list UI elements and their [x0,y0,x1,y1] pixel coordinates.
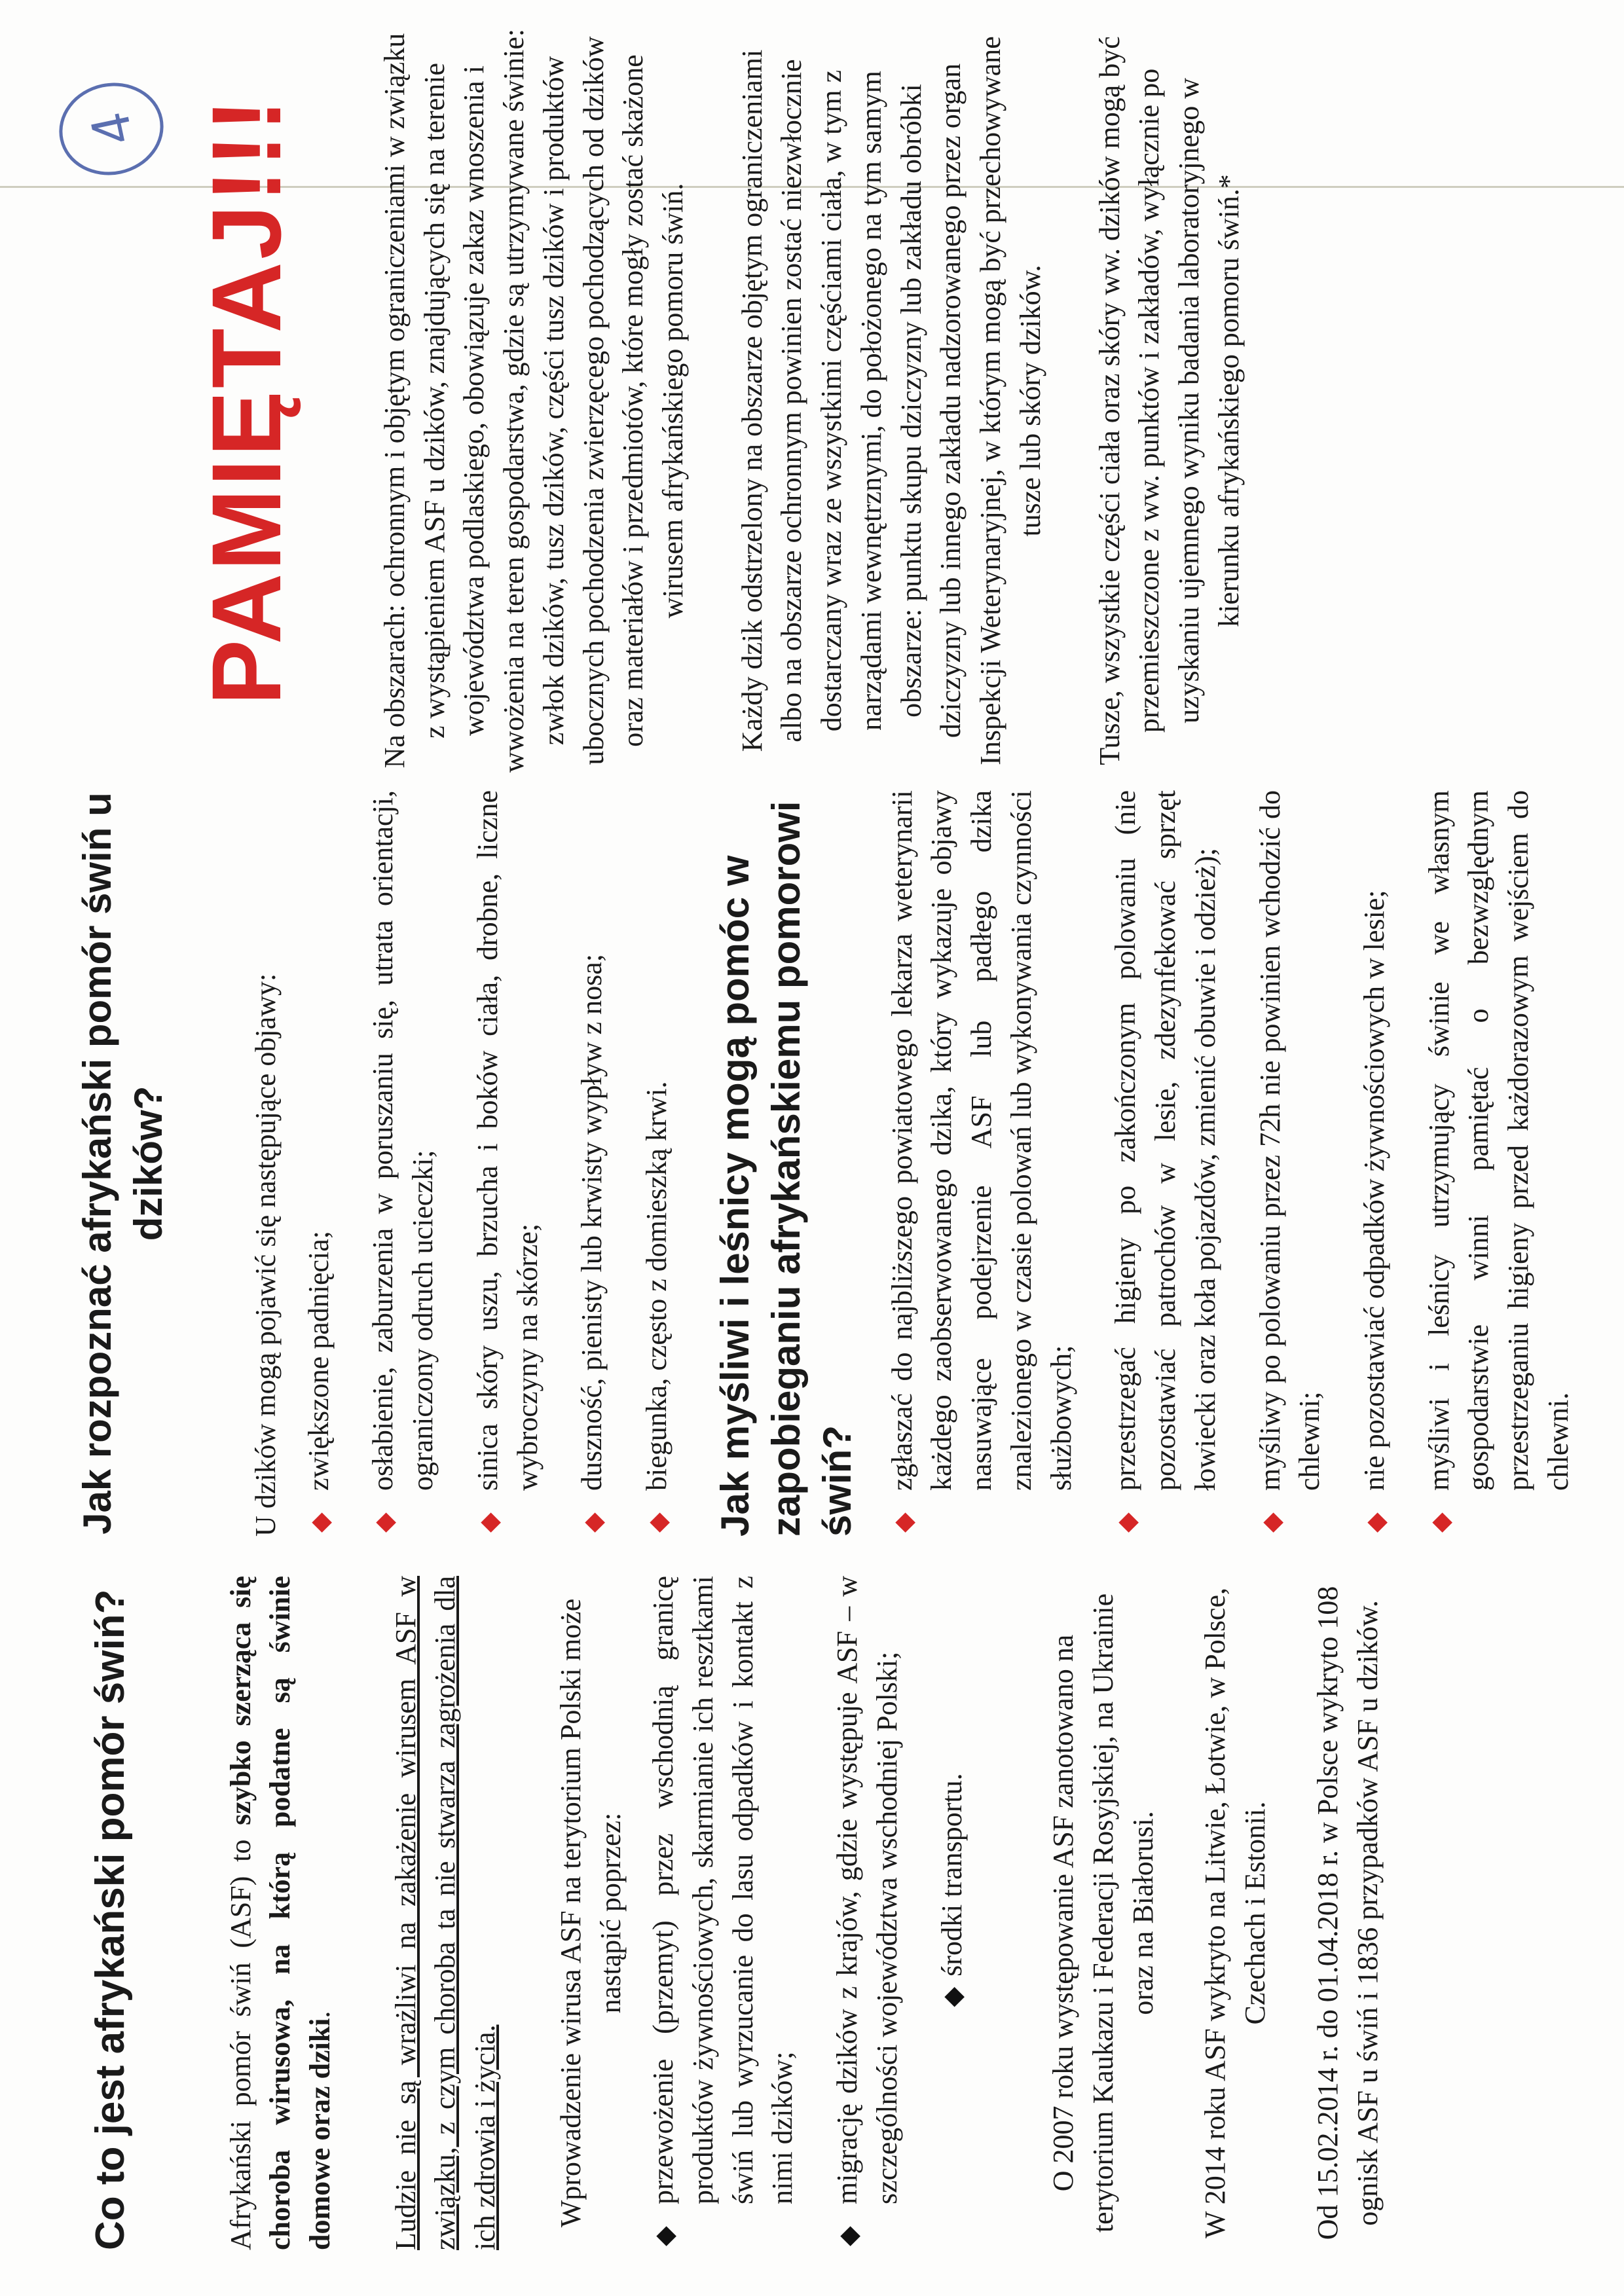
middle-title: Jak rozpoznać afrykański pomór świń u dzików? [75,792,170,1535]
advice-list [883,790,1579,1537]
diamond-icon: ◆ [473,1512,504,1533]
list-item-text: myśliwi i leśnicy utrzymujący świnie we własnym gospodarstwie winni pamiętać o bezwzględnym przestrzeganiu higieny przed każdorazowym wejściem do chlewni. [1422,790,1574,1491]
list-item-text: myśliwy po polowaniu przez 72h nie powinien wchodzić do chlewni; [1253,790,1326,1491]
ways-list [644,1576,972,2250]
list-item [932,1576,972,2250]
list-item [1106,790,1225,1537]
history-2014: W 2014 roku ASF wykryto na Litwie, Łotwie, w Polsce, Czechach i Estonii. [1199,1588,1272,2238]
diamond-icon: ◆ [937,1986,967,2007]
diamond-icon: ◆ [643,1512,673,1533]
diamond-icon: ◆ [1360,1512,1390,1533]
diamond-icon: ◆ [888,1512,918,1533]
list-item-text: przestrzegać higieny po zakończonym polowaniu (nie pozostawiać patrochów w lesie, zdezynfekować sprzęt łowiecki oraz koła pojazdów, zmienić obuwie i odzież); [1109,790,1221,1491]
symptoms-intro: U dzików mogą pojawić się następujące objawy: [249,973,282,1537]
diamond-icon: ◆ [650,2226,680,2246]
history-2007: O 2007 roku występowanie ASF zanotowano na terytorium Kaukazu i Federacji Rosyjskiej, na Ukrainie oraz na Białorusi. [1047,1593,1159,2233]
list-item [363,790,443,1537]
diamond-icon: ◆ [1256,1512,1286,1533]
page-number-mark: 4 [50,73,172,185]
diamond-icon: ◆ [304,1512,335,1533]
list-item [299,790,339,1537]
restriction-paragraph: Na obszarach: ochronnym i objętym ograniczeniami w związku z wystąpieniem ASF u dzików, znajdujących się na terenie województwa podlaskiego, obowiązuje zakaz wnoszenia i wwożenia na teren gospodarstwa, gdzie są utrzymywane świnie: zwłok dzików, tusz dzików, części tusz dzików i produktów ubocznych pochodzenia zwierzęcego pochodzących od dzików oraz materiałów i przedmiotów, które mogły zostać skażone wirusem afrykańskiego pomoru świń. [378,28,690,773]
list-item [644,1576,803,2250]
diamond-icon: ◆ [578,1512,608,1533]
symptoms-list [299,790,677,1537]
list-item [1420,790,1579,1537]
list-item-text: migrację dzików z krajów, gdzie występuje ASF – w szczególności województwa wschodniej Polski; [831,1576,903,2204]
list-item-text: osłabienie, zaburzenia w poruszaniu się, utrata orientacji, ograniczony odruch ucieczki; [367,790,439,1491]
asf-definition-bold: szybko szerząca się choroba wirusowa, na którą podatne są świnie domowe oraz dziki [224,1576,336,2250]
list-item-text: nie pozostawiać odpadków żywnościowych w lesie; [1357,890,1390,1491]
column-middle [0,790,1604,1537]
hunters-title: Jak myśliwi i leśnicy mogą pomóc w zapobieganiu afrykańskiemu pomorowi świń? [712,801,859,1537]
column-left [0,1576,1388,2250]
introduction-line: Wprowadzenie wirusa ASF na terytorium Polski może nastąpić poprzez: [554,1598,627,2228]
list-item [637,790,677,1537]
list-item-text: sinica skóry uszu, brzucha i boków ciała, drobne, liczne wybroczyny na skórze; [471,790,544,1491]
list-item-text: zwiększone padnięcia; [302,1230,335,1491]
left-title: Co to jest afrykański pomór świń? [88,1589,133,2250]
list-item [572,790,612,1537]
diamond-icon: ◆ [1425,1512,1455,1533]
list-item [828,1576,907,2250]
list-item [883,790,1082,1537]
asf-definition-end: . [303,2011,336,2018]
asf-definition-text: Afrykański pomór świń (ASF) to [224,1825,257,2250]
list-item [1251,790,1330,1537]
list-item [468,790,547,1537]
shot-boar-paragraph: Każdy dzik odstrzelony na obszarze objętym ograniczeniami albo na obszarze ochronnym powinien zostać niezwłocznie dostarczany wraz ze wszystkimi częściami ciała, w tym z narządami wewnętrznymi, do położonego na tym samym obszarze: punktu skupu dziczyzny lub zakładu obróbki dziczyzny lub innego zakładu nadzorowanego przez organ Inspekcji Weterynaryjnej, w którym mogą być przechowywane tusze lub skóry dzików. [735,36,1046,765]
remember-heading: PAMIĘTAJ!!! [191,96,301,706]
list-item-text: środki transportu. [935,1773,968,1977]
column-right [0,24,1249,777]
diamond-icon: ◆ [1112,1512,1142,1533]
list-item-text: duszność, pienisty lub krwisty wypływ z nosa; [576,953,608,1491]
list-item-text: przewożenie (przemyt) przez wschodnią granicę produktów żywnościowych, skarmianie ich resztkami świń lub wyrzucanie do lasu odpadków i kontakt z nimi dzików; [647,1576,799,2204]
list-item-text: biegunka, często z domieszką krwi. [640,1081,673,1491]
humans-safe-note: Ludzie nie są wrażliwi na zakażenie wirusem ASF w związku, z czym choroba ta nie stwarza zagrożenia dla ich zdrowia i życia. [389,1576,502,2250]
list-item-text: zgłaszać do najbliższego powiatowego lekarza weterynarii każdego zaobserwowanego dzika, który wykazuje objawy nasuwające podejrzenie ASF lub padłego dzika znalezionego w czasie polowań lub wykonywania czynności służbowych; [885,790,1077,1491]
list-item [1355,790,1395,1537]
diamond-icon: ◆ [834,2226,864,2246]
carcass-paragraph: Tusze, wszystkie części ciała oraz skóry ww. dzików mogą być przemieszczone z ww. punktów i zakładów, wyłącznie po uzyskaniu ujemnego wyniku badania laboratoryjnego w kierunku afrykańskiego pomoru świń.* [1093,36,1245,765]
diamond-icon: ◆ [369,1512,399,1533]
asf-definition [221,1576,341,2250]
history-2018: Od 15.02.2014 r. do 01.04.2018 r. w Polsce wykryto 108 ognisk ASF u świń i 1836 przypadków ASF u dzików. [1311,1586,1384,2240]
